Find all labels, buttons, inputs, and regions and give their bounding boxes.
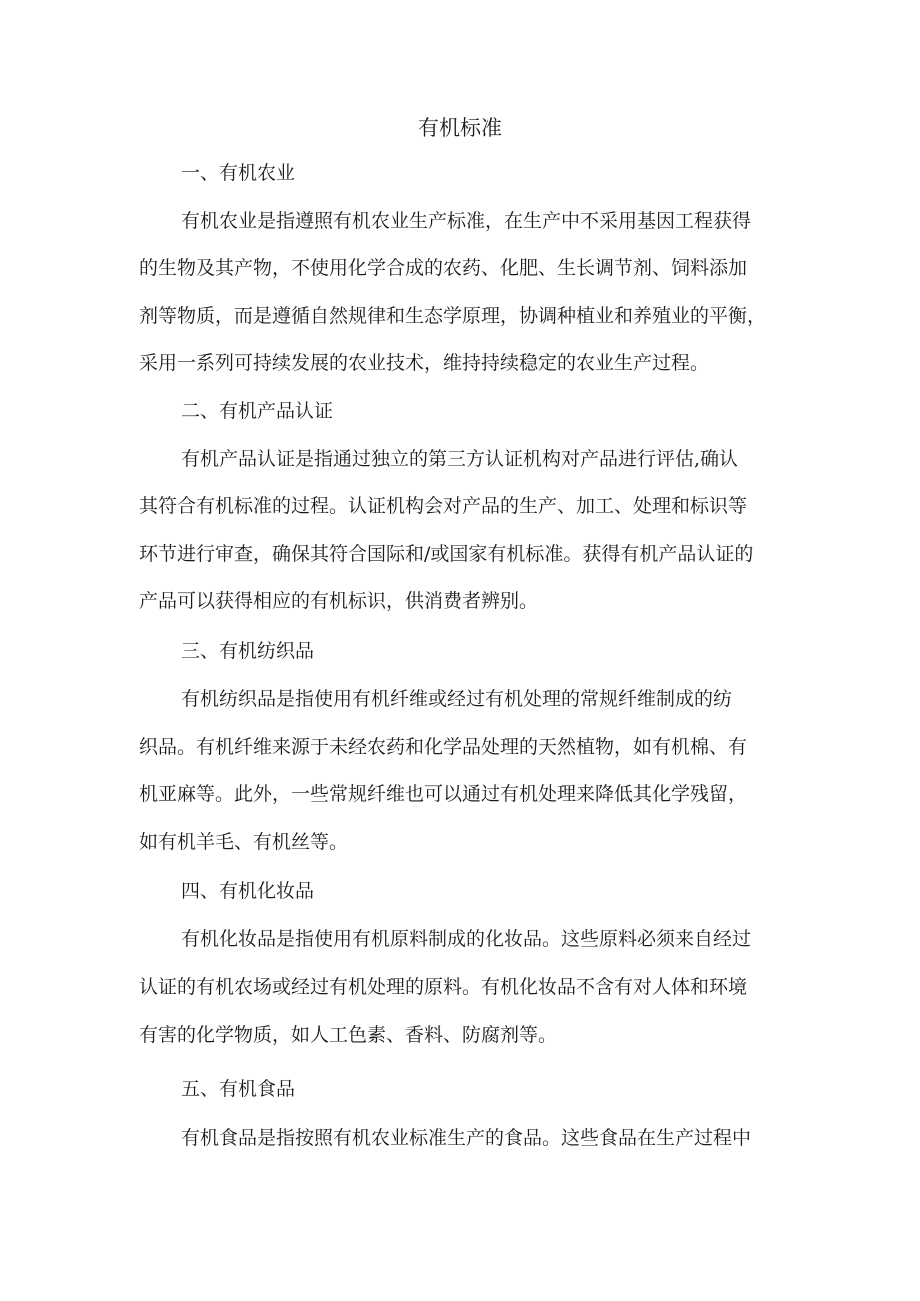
paragraph-line: 有机产品认证是指通过独立的第三方认证机构对产品进行评估,确认 — [181, 448, 739, 470]
paragraph-line: 认证的有机农场或经过有机处理的原料。有机化妆品不含有对人体和环境 — [139, 976, 748, 998]
paragraph-line: 采用一系列可持续发展的农业技术，维持持续稳定的农业生产过程。 — [139, 352, 710, 374]
paragraph-line: 如有机羊毛、有机丝等。 — [139, 831, 349, 853]
paragraph-line: 的生物及其产物，不使用化学合成的农药、化肥、生长调节剂、饲料添加 — [139, 257, 748, 279]
document-title: 有机标准 — [418, 116, 502, 140]
paragraph-line: 有害的化学物质，如人工色素、香料、防腐剂等。 — [139, 1024, 558, 1046]
section-heading: 四、有机化妆品 — [181, 880, 315, 902]
paragraph-line: 环节进行审查，确保其符合国际和/或国家有机标准。获得有机产品认证的 — [139, 543, 754, 565]
paragraph-line: 有机纺织品是指使用有机纤维或经过有机处理的常规纤维制成的纺 — [181, 688, 733, 710]
section-heading: 二、有机产品认证 — [181, 400, 334, 422]
paragraph-line: 织品。有机纤维来源于未经农药和化学品处理的天然植物，如有机棉、有 — [139, 736, 748, 758]
paragraph-line: 产品可以获得相应的有机标识，供消费者辨别。 — [139, 590, 539, 612]
paragraph-line: 有机食品是指按照有机农业标准生产的食品。这些食品在生产过程中 — [181, 1127, 752, 1149]
paragraph-line: 有机化妆品是指使用有机原料制成的化妆品。这些原料必须来自经过 — [181, 928, 752, 950]
paragraph-line: 其符合有机标准的过程。认证机构会对产品的生产、加工、处理和标识等 — [139, 495, 748, 517]
paragraph-line: 有机农业是指遵照有机农业生产标准，在生产中不采用基因工程获得 — [181, 210, 752, 232]
section-heading: 一、有机农业 — [181, 162, 296, 184]
section-heading: 五、有机食品 — [181, 1078, 296, 1100]
paragraph-line: 机亚麻等。此外，一些常规纤维也可以通过有机处理来降低其化学残留， — [139, 783, 748, 805]
section-heading: 三、有机纺织品 — [181, 640, 315, 662]
paragraph-line: 剂等物质，而是遵循自然规律和生态学原理，协调种植业和养殖业的平衡， — [139, 305, 767, 327]
